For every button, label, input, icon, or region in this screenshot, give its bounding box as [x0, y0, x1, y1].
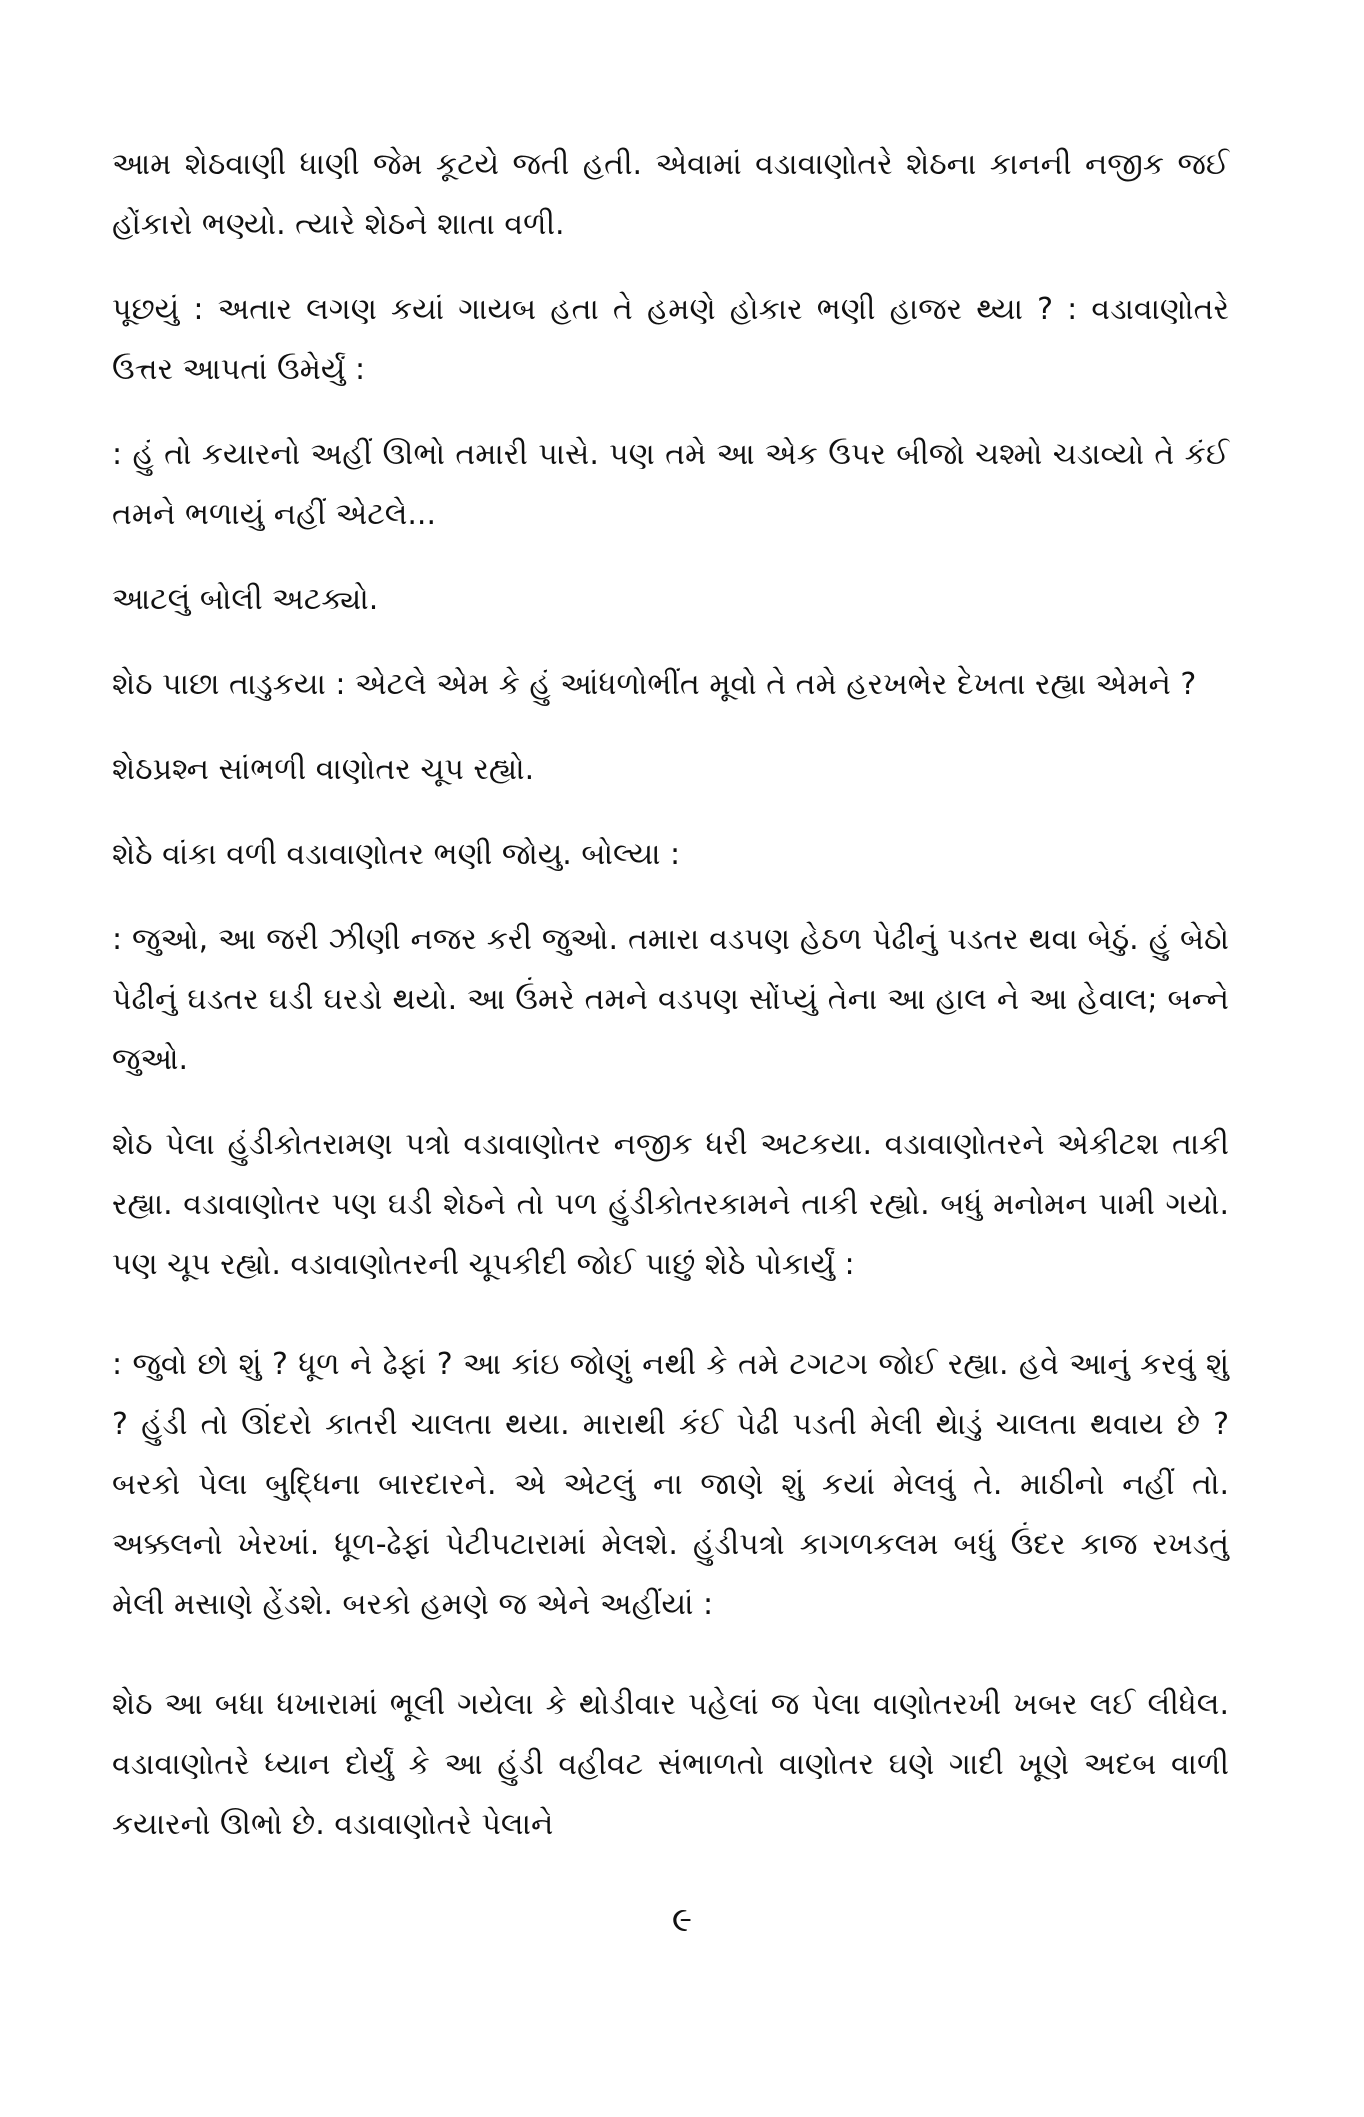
page-number: ૯ — [671, 1900, 693, 1940]
paragraph-3: : હું તો કયારનો અહીં ઊભો તમારી પાસે. પણ તમે આ એક ઉપર બીજો ચશ્મો ચડાવ્યો તે કંઈ તમને ભળાયું નહીં એટલે... — [112, 437, 1229, 532]
paragraph-2: પૂછયું : અતાર લગણ કયાં ગાયબ હતા તે હમણે હોકાર ભણી હાજર થ્યા ? : વડાવાણોતરે ઉત્તર આપતાં ઉમેર્યું : — [112, 292, 1229, 387]
paragraph-7: શેઠે વાંકા વળી વડાવાણોતર ભણી જોયુ. બોલ્યા : — [112, 837, 681, 872]
paragraph-1: આમ શેઠવાણી ધાણી જેમ કૂટયે જતી હતી. એવામાં વડાવાણોતરે શેઠના કાનની નજીક જઈ હોંકારો ભણ્યો. ત્યારે શેઠને શાતા વળી. — [112, 147, 1229, 242]
paragraph-9: શેઠ પેલા હુંડીકોતરામણ પત્રો વડાવાણોતર નજીક ધરી અટકયા. વડાવાણોતરને એકીટશ તાકી રહ્યા. વડાવાણોતર પણ ઘડી શેઠને તો પળ હુંડીકોતરકામને તાકી રહ્યો. બધું મનોમન પામી ગયો. પણ ચૂપ રહ્યો. વડાવાણોતરની ચૂપકીદી જોઈ પાછું શેઠે પોકાર્યું : — [112, 1127, 1229, 1282]
paragraph-4: આટલું બોલી અટક્યો. — [112, 582, 379, 617]
paragraph-11: શેઠ આ બધા ધખારામાં ભૂલી ગયેલા કે થોડીવાર પહેલાં જ પેલા વાણોતરખી ખબર લઈ લીધેલ. વડાવાણોતરે ધ્યાન દોર્યું કે આ હુંડી વહીવટ સંભાળતો વાણોતર ઘણે ગાદી ખૂણે અદબ વાળી કયારનો ઊભો છે. વડાવાણોતરે પેલાને — [112, 1687, 1229, 1842]
paragraph-6: શેઠપ્રશ્ન સાંભળી વાણોતર ચૂપ રહ્યો. — [112, 752, 535, 787]
paragraph-10: : જુવો છો શું ? ધૂળ ને ઢેફાં ? આ કાંઇ જોણું નથી કે તમે ટગટગ જોઈ રહ્યા. હવે આનું કરવું શું ? હુંડી તો ઊંદરો કાતરી ચાલતા થયા. મારાથી કંઈ પેઢી પડતી મેલી થેાડું ચાલતા થવાય છે ? બરકો પેલા બુદ્ધિના બારદારને. એ એટલું ના જાણે શું કયાં મેલવું તે. માઠીનો નહીં તો. અક્કલનો ખેરખાં. ધૂળ-ઢેફાં પેટીપટારામાં મેલશે. હુંડીપત્રો કાગળકલમ બધું ઉંદર કાજ રખડતું મેલી મસાણે હેંડશે. બરકો હમણે જ એને અહીંયાં : — [112, 1347, 1229, 1622]
paragraph-8: : જુઓ, આ જરી ઝીણી નજર કરી જુઓ. તમારા વડપણ હેઠળ પેઢીનું પડતર થવા બેઠું. હું બેઠો પેઢીનું ઘડતર ઘડી ઘરડો થયો. આ ઉંમરે તમને વડપણ સોંપ્યું તેના આ હાલ ને આ હેવાલ; બન્ને જુઓ. — [112, 922, 1229, 1077]
paragraph-5: શેઠ પાછા તાડુકયા : એટલે એમ કે હું આંધળોભીંત મૂવો તે તમે હરખભેર દેખતા રહ્યા એમને ? — [112, 667, 1197, 702]
